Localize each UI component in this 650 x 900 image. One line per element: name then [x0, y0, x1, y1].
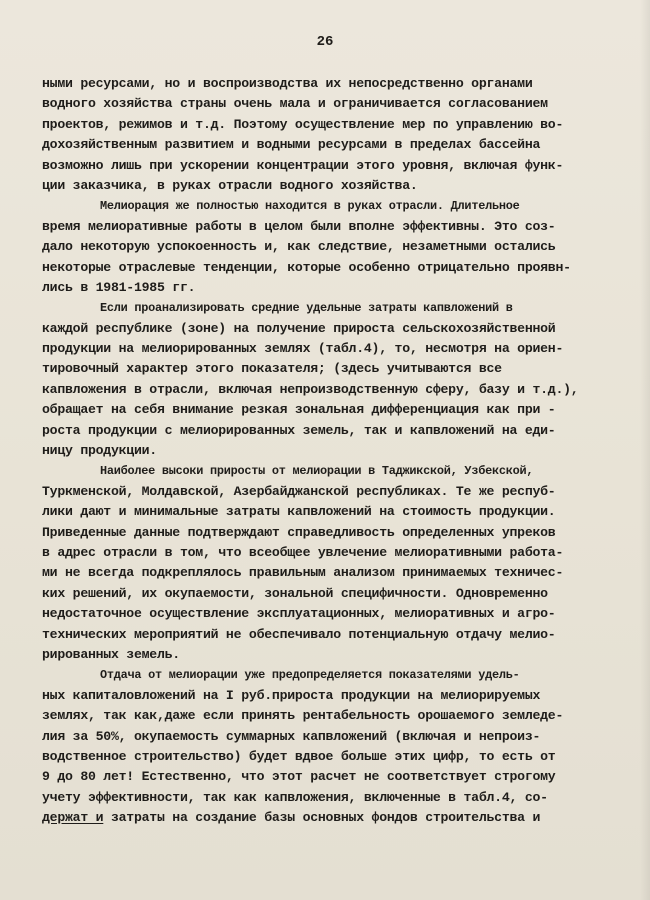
text-line: рированных земель.	[42, 646, 180, 662]
text-line: технических мероприятий не обеспечивало потенциальную отдачу мелио-	[42, 626, 556, 642]
text-line: ми не всегда подкреплялось правильным анализом принимаемых техничес-	[42, 565, 564, 581]
text-line: учету эффективности, так как капвложения, включенные в табл.4, со-	[42, 789, 548, 805]
text-line: время мелиоративные работы в целом были вполне эффективны. Это соз-	[42, 218, 556, 234]
text-line: роста продукции с мелиорированных земель, так и капвложений на еди-	[42, 422, 556, 438]
page-edge-shadow	[640, 0, 650, 900]
body-text	[42, 74, 627, 828]
text-line: землях, так как,даже если принять рентабельность орошаемого земледе-	[42, 708, 564, 724]
text-line: каждой республике (зоне) на получение прироста сельскохозяйственной	[42, 320, 556, 336]
text-line: ными ресурсами, но и воспроизводства их непосредственно органами	[42, 76, 533, 91]
text-line: 9 до 80 лет! Естественно, что этот расчет не соответствует строгому	[42, 769, 556, 785]
text-line: ции заказчика, в руках отрасли водного хозяйства.	[42, 177, 418, 193]
text-line: ких решений, их окупаемости, зональной специфичности. Одновременно	[42, 585, 548, 601]
text-line: недостаточное осуществление эксплуатационных, мелиоративных и агро-	[42, 606, 556, 622]
text-line: дохозяйственным развитием и водными ресурсами в пределах бассейна	[42, 137, 541, 153]
text-line: ных капиталовложений на I руб.прироста продукции на мелиорируемых	[42, 687, 541, 703]
text-line: ницу продукции.	[42, 443, 157, 459]
text-line: возможно лишь при ускорении концентрации этого уровня, включая функ-	[42, 157, 564, 173]
text-line: в адрес отрасли в том, что всеобщее увлечение мелиоративными работа-	[42, 544, 564, 560]
page-number: 26	[316, 34, 334, 50]
text-line: держат и затраты на создание базы основных фондов строительства и	[42, 810, 541, 826]
text-line: дало некоторую успокоенность и, как следствие, незаметными остались	[42, 239, 556, 255]
text-line: Отдача от мелиорации уже предопределяется показателями удель-	[100, 668, 520, 683]
text-line: лики дают и минимальные затраты капвложений на стоимость продукции.	[42, 504, 556, 520]
text-line: Приведенные данные подтверждают справедливость определенных упреков	[42, 524, 556, 540]
text-line: лись в 1981-1985 гг.	[42, 279, 196, 295]
underlined-text: держат и	[42, 810, 104, 826]
text-line: Мелиорация же полностью находится в руках отрасли. Длительное	[100, 199, 520, 214]
text-line: Если проанализировать средние удельные затраты капвложений в	[100, 301, 513, 316]
text-line: тировочный характер этого показателя; (здесь учитываются все	[42, 361, 502, 377]
text-line: Туркменской, Молдавской, Азербайджанской республиках. Те же респуб-	[42, 483, 556, 499]
text-line: водственное строительство) будет вдвое больше этих цифр, то есть от	[42, 748, 556, 764]
text-line: проектов, режимов и т.д. Поэтому осуществление мер по управлению во-	[42, 116, 564, 132]
text-line: лия за 50%, окупаемость суммарных капвложений (включая и непроиз-	[42, 728, 541, 744]
text-line: капвложения в отрасли, включая непроизводственную сферу, базу и т.д.),	[42, 381, 579, 397]
text-line: некоторые отраслевые тенденции, которые особенно отрицательно проявн-	[42, 259, 571, 275]
text-line: водного хозяйства страны очень мала и ограничивается согласованием	[42, 96, 548, 112]
text-line: продукции на мелиорированных землях (табл.4), то, несмотря на ориен-	[42, 341, 564, 357]
text-line: обращает на себя внимание резкая зональная дифференциация как при -	[42, 402, 556, 418]
text-line: Наиболее высоки приросты от мелиорации в Таджикской, Узбекской,	[100, 464, 534, 479]
